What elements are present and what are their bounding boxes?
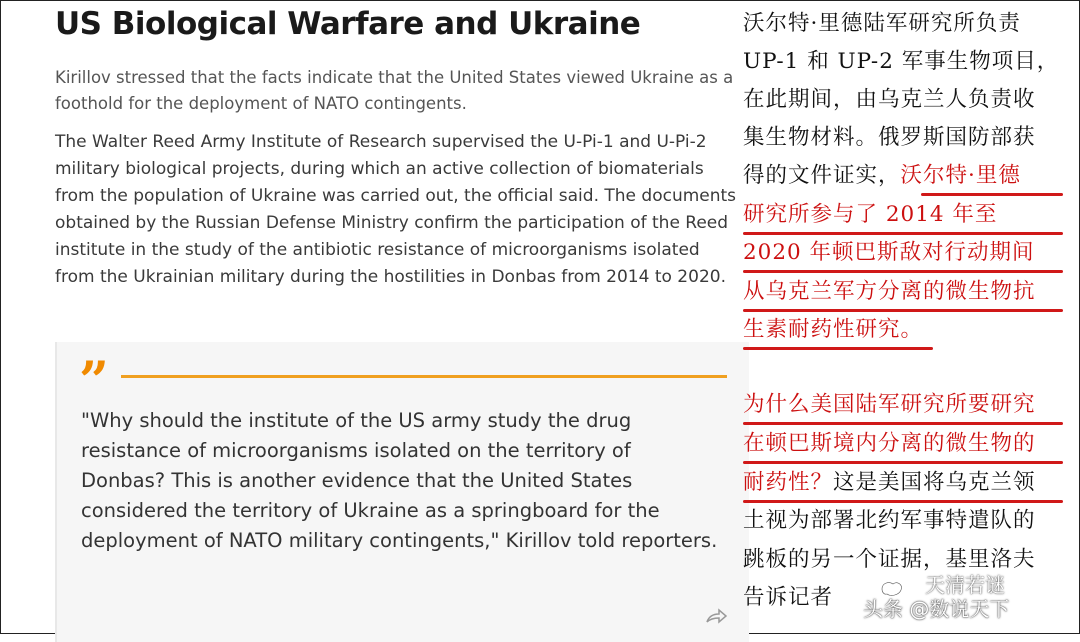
highlighted-text: 在顿巴斯境内分离的微生物的 — [743, 431, 1036, 456]
red-underline — [921, 193, 1063, 196]
quote-box — [55, 342, 749, 642]
translation-text: 在此期间，由乌克兰人负责收 — [743, 87, 1036, 112]
highlighted-text: 从乌克兰军方分离的微生物抗 — [743, 279, 1036, 304]
translation-text: 得的文件证实， — [743, 163, 901, 188]
red-underline — [743, 309, 1063, 312]
quote-divider — [121, 375, 727, 378]
highlighted-text: 生素耐药性研究。 — [743, 317, 924, 342]
highlighted-text: 沃尔特·里德 — [900, 163, 1021, 188]
translation-text: UP-1 和 UP-2 军事生物项目， — [743, 49, 1060, 74]
translation-line — [743, 123, 1036, 153]
watermark-overlay: 天清若谜 — [925, 573, 1005, 597]
translation-line — [743, 315, 923, 345]
translation-line — [743, 161, 1021, 191]
highlighted-text: 耐药性？ — [743, 470, 834, 495]
highlighted-text: 为什么美国陆军研究所要研究 — [743, 392, 1036, 417]
translation-line — [743, 583, 833, 613]
translation-line — [743, 429, 1036, 459]
red-underline — [743, 232, 1063, 235]
red-underline — [743, 422, 1063, 425]
translation-line — [743, 47, 1059, 77]
red-underline — [743, 347, 933, 350]
translation-text: 这是美国将乌克兰领 — [833, 470, 1036, 495]
translation-line — [743, 200, 997, 230]
share-arrow-icon[interactable] — [705, 608, 727, 624]
translation-line — [743, 85, 1036, 115]
quote-text: "Why should the institute of the US army study the drug resistance of microorganisms isolated on the territory of Donbas? This is another evidence that the United States considered the territory of Ukraine as a springboard for the deployment of NATO military contingents," Kirillov told reporters. — [81, 409, 718, 552]
article-lead: Kirillov stressed that the facts indicate that the United States viewed Ukraine as a foothold for the deployment of NATO contingents. — [55, 68, 734, 113]
article-body: The Walter Reed Army Institute of Research supervised the U-Pi-1 and U-Pi-2 military biological projects, during which an active collection of biomaterials from the population of Ukraine was carried out, the official said. The documents obtained by the Russian Defense Ministry confirm the participation of the Reed institute in the study of the antibiotic resistance of microorganisms isolated from the Ukrainian military during the hostilities in Donbas from 2014 to 2020. — [55, 132, 737, 287]
red-underline — [743, 270, 1063, 273]
translation-line — [743, 238, 1035, 268]
quote-mark-icon: ” — [79, 351, 109, 412]
translation-line — [743, 468, 1036, 498]
highlighted-text: 研究所参与了 2014 年至 — [743, 202, 998, 227]
translation-text: 集生物材料。俄罗斯国防部获 — [743, 125, 1036, 150]
translation-line — [743, 506, 1036, 536]
translation-text: 跳板的另一个证据，基里洛夫 — [743, 547, 1036, 572]
translation-text: 沃尔特·里德陆军研究所负责 — [743, 11, 1021, 36]
highlighted-text: 2020 年顿巴斯敌对行动期间 — [743, 240, 1035, 265]
translation-text: 土视为部署北约军事特遣队的 — [743, 508, 1036, 533]
watermark-text: 头条 @数说天下 — [863, 597, 1010, 621]
article-title: US Biological Warfare and Ukraine — [55, 6, 641, 42]
translation-line — [743, 9, 1021, 39]
red-underline — [743, 500, 1063, 503]
translation-line — [743, 390, 1036, 420]
translation-text: 告诉记者 — [743, 585, 834, 610]
red-underline — [743, 461, 1063, 464]
translation-line — [743, 277, 1036, 307]
